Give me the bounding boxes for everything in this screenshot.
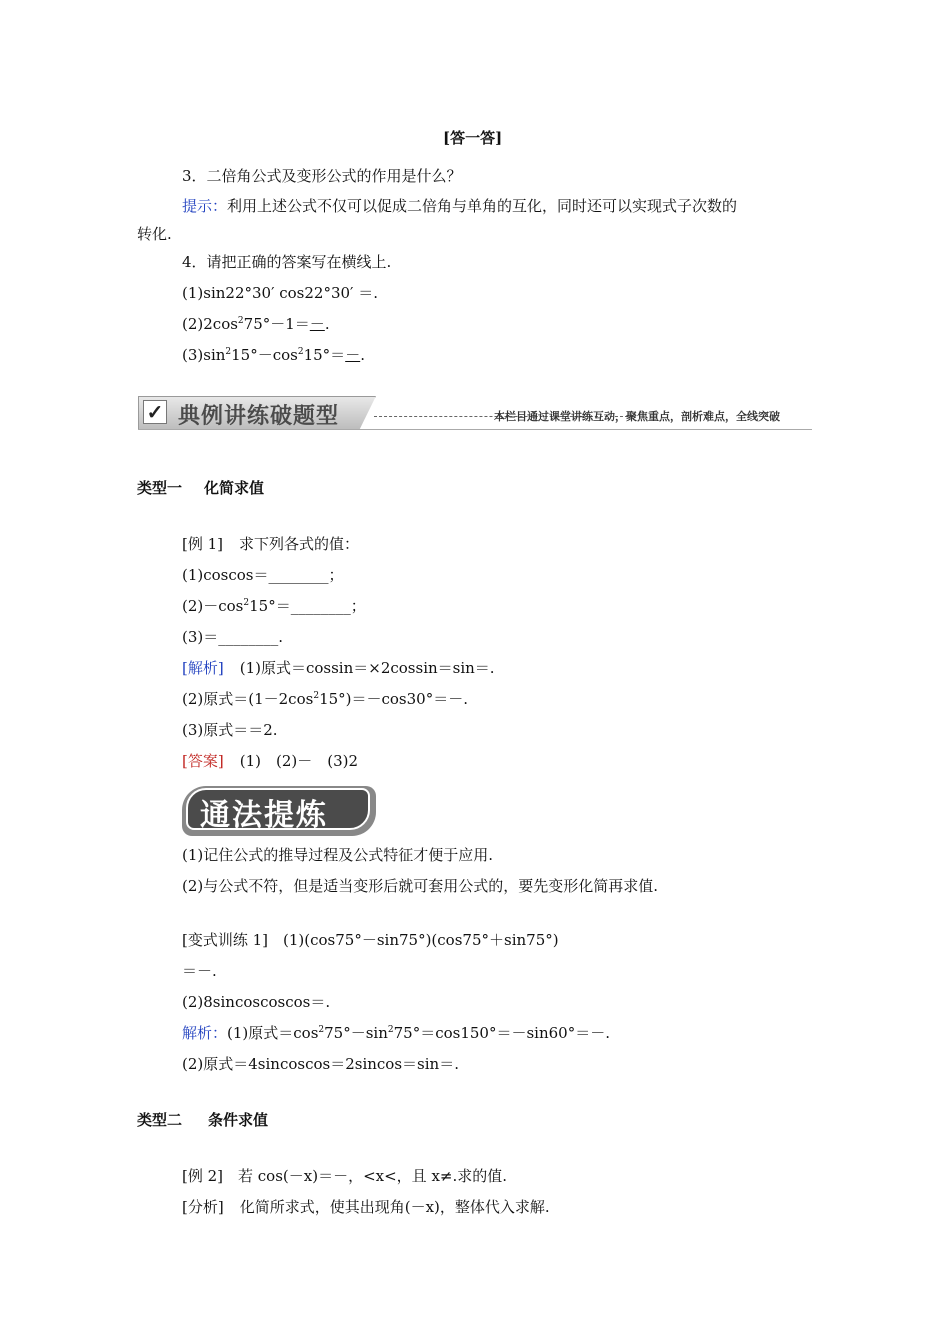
question-4-part-2: $(2)2\cos^275^\circ-1=-$. [182,315,330,333]
example-1-answer [182,751,358,771]
method-point-1: (1)记住公式的推导过程及公式特征才便于应用. [182,846,494,864]
analysis-label: [解析] [182,659,224,677]
question-3: 3．二倍角公式及变形公式的作用是什么？ [182,167,462,185]
section-banner [138,396,812,430]
variant-1-analysis-1: 解析：(1)原式$=\cos^275^\circ-\sin^275^\circ=\cos 150^\circ=-\sin 60^\circ=-$. [182,1024,610,1042]
banner-title: 典例讲练破题型 [178,404,340,429]
type-1-title: 化简求值 [204,479,265,497]
example-1-prompt [182,534,359,554]
example-1-part-3: (3)＝________. [182,628,284,646]
variant-analysis-label: 解析： [182,1024,228,1042]
example-1-analysis [182,658,495,678]
example-1-part-2: $(2)-\cos^215^\circ=\_\_\_\_\_\_\_\_$； [182,597,366,615]
answer-label: [答案] [182,752,224,770]
example-2-analysis [182,1197,550,1217]
method-badge [182,786,376,836]
variant-1-analysis-2: (2)原式＝4sincoscos＝2sincos＝sin＝. [182,1055,459,1073]
method-point-2: (2)与公式不符，但是适当变形后就可套用公式的，要先变形化简再求值. [182,877,659,895]
type-1-heading [137,478,264,498]
variant-1-line-3: (2)8sincoscoscos＝. [182,993,331,1011]
variant-1-line-2: ＝－. [182,962,217,980]
banner-underline [138,429,812,430]
type-2-label: 类型二 [137,1111,183,1129]
checkmark-icon: ✓ [143,400,167,424]
type-2-title: 条件求值 [208,1111,269,1129]
question-4-part-3: $(3)\sin^215^\circ-\cos^215^\circ=-$. [182,346,365,364]
fenxi-label: [分析] [182,1198,224,1216]
hint-continuation: 转化. [137,225,172,243]
hint-line [182,196,737,216]
section-title: [答一答] [443,129,503,147]
fenxi-text: 化简所求式，使其出现角(－x)，整体代入求解. [239,1198,550,1216]
example-1-analysis-3: (3)原式＝＝2. [182,721,278,739]
answer-text: (1) (2)－ (3)2 [239,752,359,770]
hint-label: 提示： [182,197,228,215]
analysis-1-text: (1)原式＝cossin＝×2cossin＝sin＝. [239,659,495,677]
example-1-analysis-2: (2)原式$=(1-2\cos^215^\circ)=-\cos 30^\circ=-$. [182,690,468,708]
example-2-line: [例 2] 若 cos(－x)＝－，<x<，且 x≠.求的值. [182,1167,508,1185]
type-2-heading [137,1110,268,1130]
example-1-text: 求下列各式的值： [239,535,360,553]
banner-note: 本栏目通过课堂讲练互动，聚焦重点，剖析难点，全线突破 [494,410,780,423]
question-4-part-1: (1)sin22°30′ cos22°30′ ＝. [182,284,378,302]
type-1-label: 类型一 [137,479,183,497]
badge-text: 通法提炼 [200,798,328,833]
example-1-label: [例 1] [182,535,224,553]
example-1-part-1: (1)coscos＝________； [182,566,344,584]
variant-1-line-1: [变式训练 1] (1)(cos75°－sin75°)(cos75°＋sin75°) [182,931,559,949]
question-4: 4．请把正确的答案写在横线上. [182,253,392,271]
hint-text: 利用上述公式不仅可以促成二倍角与单角的互化，同时还可以实现式子次数的 [227,197,738,215]
